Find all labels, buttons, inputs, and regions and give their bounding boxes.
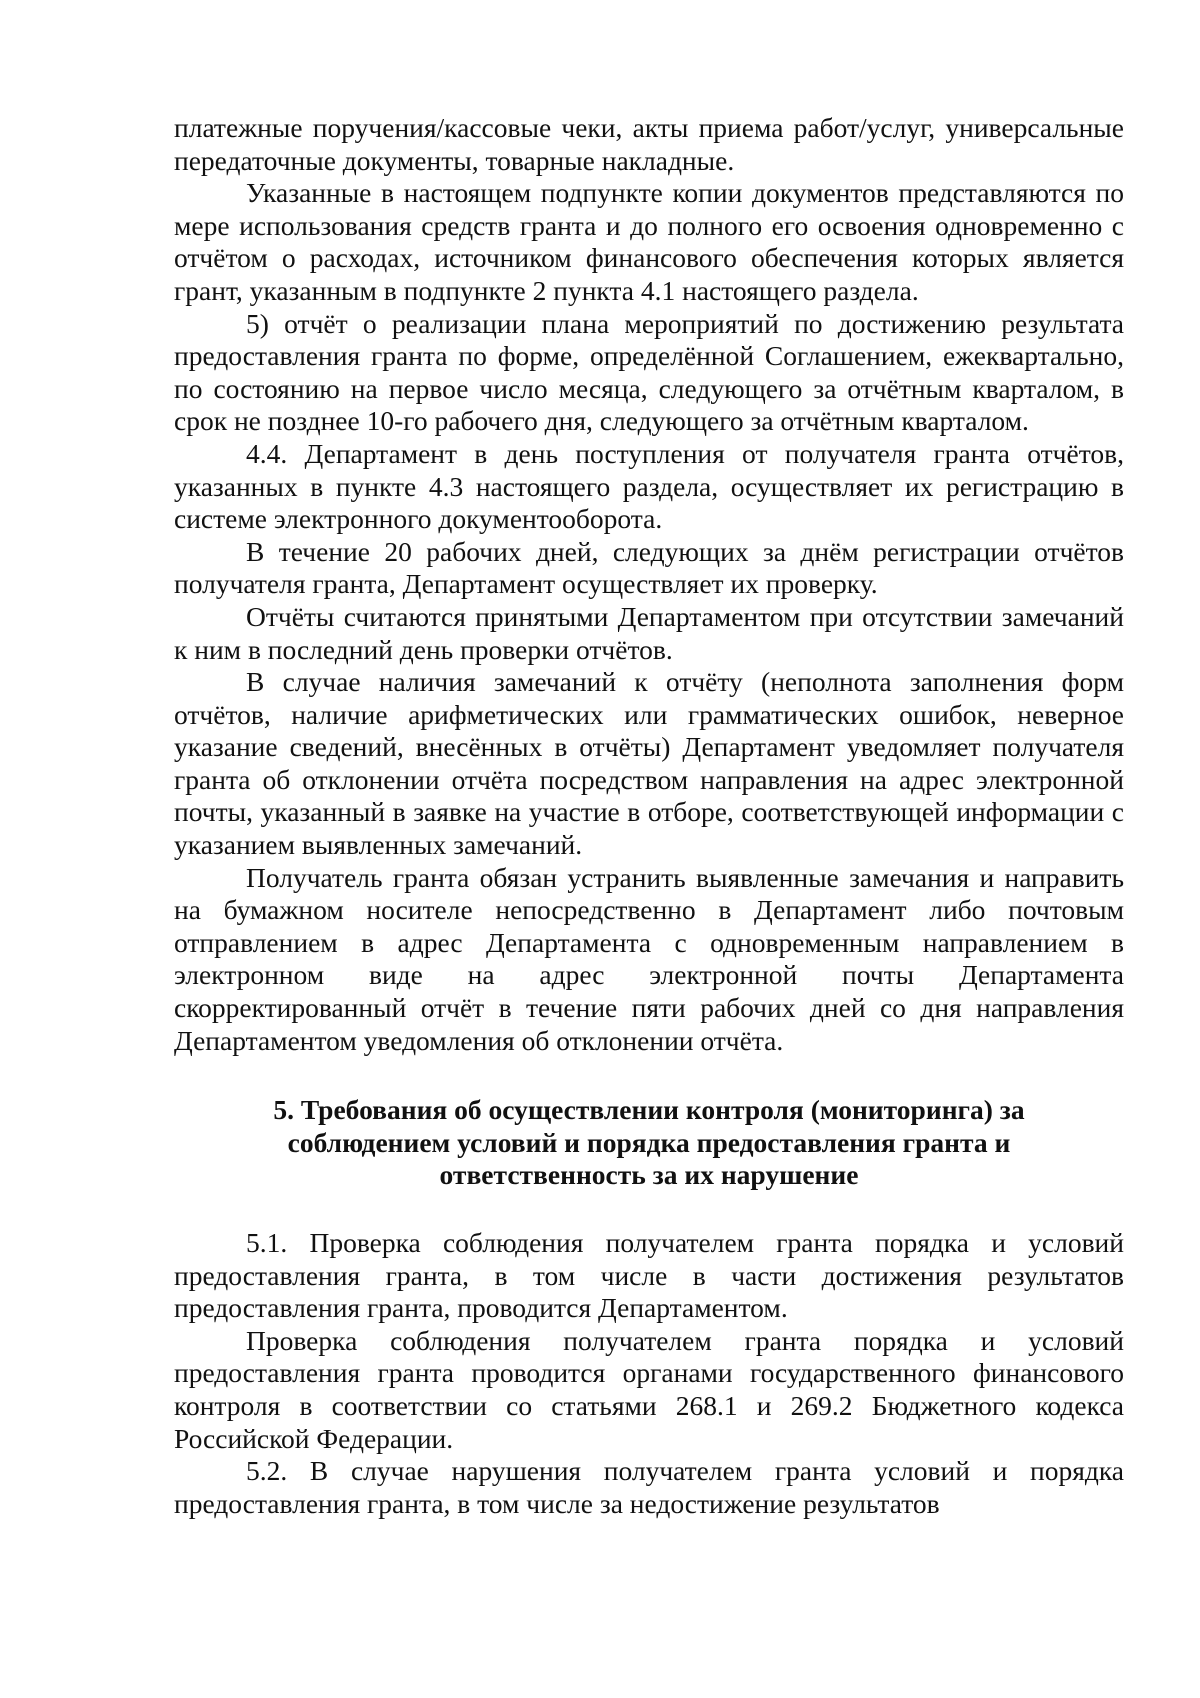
paragraph-5-1: 5.1. Проверка соблюдения получателем гранта порядка и условий предоставления гранта, в том числе в части достижения результатов предоставления гранта, проводится Департаментом. <box>174 1227 1124 1324</box>
section-heading-line-2: соблюдением условий и порядка предоставления гранта и <box>287 1126 1011 1158</box>
paragraph-recipient-obligation: Получатель гранта обязан устранить выявленные замечания и направить на бумажном носителе непосредственно в Департамент либо почтовым отправлением в адрес Департамента с одновременным направлением в электронном виде на адрес электронной почты Департамента скорректированный отчёт в течение пяти рабочих дней со дня направления Департаментом уведомления об отклонении отчёта. <box>174 861 1124 1056</box>
paragraph-payment-documents: платежные поручения/кассовые чеки, акты приема работ/услуг, универсальные передаточные документы, товарные накладные. <box>174 112 1124 176</box>
paragraph-5-2: 5.2. В случае нарушения получателем гранта условий и порядка предоставления гранта, в том числе за недостижение результатов <box>174 1455 1124 1519</box>
section-heading-line-1: 5. Требования об осуществлении контроля (мониторинга) за <box>273 1094 1025 1126</box>
paragraph-review-period: В течение 20 рабочих дней, следующих за днём регистрации отчётов получателя гранта, Департамент осуществляет их проверку. <box>174 535 1124 600</box>
document-page <box>174 112 1124 1520</box>
paragraph-document-copies: Указанные в настоящем подпункте копии документов представляются по мере использования средств гранта и до полного его освоения одновременно с отчётом о расходах, источником финансового обеспечения которых является грант, указанным в подпункте 2 пункта 4.1 настоящего раздела. <box>174 177 1124 306</box>
section-heading-line-3: ответственность за их нарушение <box>439 1159 859 1191</box>
paragraph-remarks-notification: В случае наличия замечаний к отчёту (неполнота заполнения форм отчётов, наличие арифметических или грамматических ошибок, неверное указание сведений, внесённых в отчёты) Департамент уведомляет получателя гранта об отклонении отчёта посредством направления на адрес электронной почты, указанный в заявке на участие в отборе, соответствующей информации с указанием выявленных замечаний. <box>174 666 1124 861</box>
paragraph-state-control: Проверка соблюдения получателем гранта порядка и условий предоставления гранта проводится органами государственного финансового контроля в соответствии со статьями 268.1 и 269.2 Бюджетного кодекса Российской Федерации. <box>174 1324 1124 1454</box>
paragraph-item-5-report: 5) отчёт о реализации плана мероприятий по достижению результата предоставления гранта по форме, определённой Соглашением, ежеквартально, по состоянию на первое число месяца, следующего за отчётным кварталом, в срок не позднее 10-го рабочего дня, следующего за отчётным кварталом. <box>174 307 1124 437</box>
paragraph-4-4: 4.4. Департамент в день поступления от получателя гранта отчётов, указанных в пункте 4.3 настоящего раздела, осуществляет их регистрацию в системе электронного документооборота. <box>174 437 1124 535</box>
section-5-heading <box>174 1094 1124 1192</box>
paragraph-reports-accepted: Отчёты считаются принятыми Департаментом при отсутствии замечаний к ним в последний день проверки отчётов. <box>174 600 1124 665</box>
